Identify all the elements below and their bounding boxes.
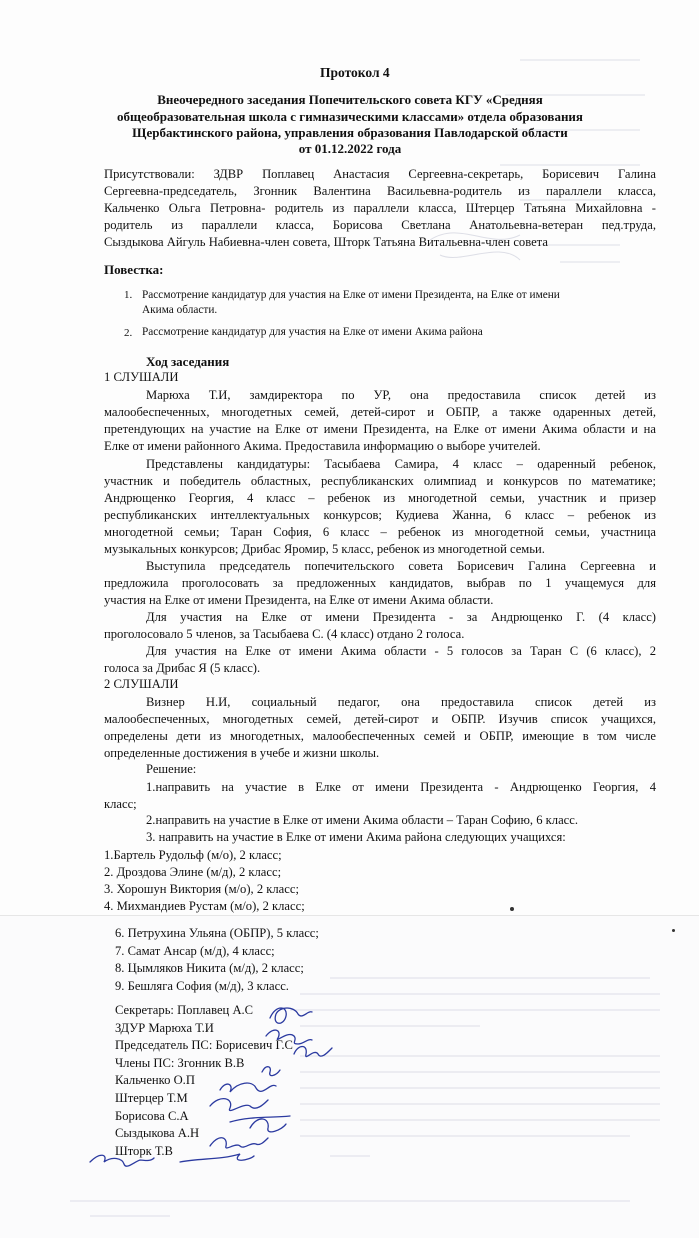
student-item: 7. Самат Ансар (м/д), 4 класс; <box>115 943 275 958</box>
vote-line: Для участия на Елке от имени Акима области - 5 голосов за Таран С (6 класс), 2 <box>146 644 656 658</box>
decision-line: класс; <box>104 797 137 811</box>
report-line: малообеспеченных, многодетных семей, детей-сирот и ОБПР, а также одаренных детей, <box>104 405 656 419</box>
candidates-line: многодетной семьи; Таран София, 6 класс – ребенок из многодетной семьи, участница <box>104 525 656 539</box>
student-item: 3. Хорошун Виктория (м/о), 2 класс; <box>104 882 299 896</box>
listened-heading-2: 2 СЛУШАЛИ <box>104 677 179 691</box>
decision-1 <box>104 779 656 813</box>
vote-line: Для участия на Елке от имени Президента - за Андрющенко Г. (4 класс) <box>146 610 656 624</box>
agenda-item-line: Акима области. <box>142 304 218 316</box>
header-line-4: от 01.12.2022 года <box>298 141 402 156</box>
student-item: 9. Бешляга София (м/д), 3 класс. <box>115 978 289 993</box>
signature-line-chair: Председатель ПС: Борисевич Г.С <box>115 1038 293 1053</box>
candidates-line: Представлены кандидатуры: Тасыбаева Самира, 4 класс – одаренный ребенок, <box>146 457 656 471</box>
student-item: 1.Бартель Рудольф (м/о), 2 класс; <box>104 848 282 862</box>
attendees-line: Сыздыкова Айгуль Набиевна-член совета, Шторк Татьяна Витальевна-член совета <box>104 235 548 249</box>
report-line: определенные достижения в учебе и жизни школы. <box>104 746 380 760</box>
report-paragraph-1 <box>104 387 656 455</box>
ink-dot <box>510 907 514 911</box>
decision-line: 1.направить на участие в Елке от имени Президента - Андрющенко Георгия, 4 <box>146 780 656 794</box>
chair-line: участия на Елке от имени Президента, на Елке от имени Акима области. <box>104 593 494 607</box>
candidates-line: республиканских интеллектуальных конкурсов; Кудиева Жанна, 6 класс – ребенок из <box>104 508 656 522</box>
attendees-paragraph <box>104 166 656 251</box>
candidates-line: музыкальных конкурсов; Дрибас Яромир, 5 класс, ребенок из многодетной семьи. <box>104 542 545 556</box>
report-line: Визнер Н.И, социальный педагог, она предоставила список детей из <box>146 695 656 709</box>
student-list-part-2 <box>115 925 319 995</box>
signature-line-deputy: ЗДУР Марюха Т.И <box>115 1020 214 1035</box>
report-line: малообеспеченных, многодетных семей, детей-сирот и ОБПР. Изучив список учащихся, <box>104 712 656 726</box>
agenda-item-line: Рассмотрение кандидатур для участия на Елке от имени Президента, на Елке от имени <box>142 289 560 301</box>
student-item: 8. Цымляков Никита (м/д), 2 класс; <box>115 961 304 975</box>
student-item: 2. Дроздова Элине (м/д), 2 класс; <box>104 865 282 879</box>
course-heading: Ход заседания <box>146 354 230 369</box>
chair-paragraph <box>104 558 656 609</box>
report-line: Марюха Т.И, замдиректора по УР, она предоставила список детей из <box>146 388 656 402</box>
agenda-item-2: Рассмотрение кандидатур для участия на Елке от имени Акима района <box>142 326 483 338</box>
agenda-item-number: 2. <box>124 327 133 339</box>
president-vote-paragraph <box>104 609 656 643</box>
signature-line-member: Борисова С.А <box>115 1108 189 1123</box>
signature-line-member: Сыздыкова А.Н <box>115 1126 200 1141</box>
report-paragraph-2 <box>104 694 656 762</box>
region-vote-paragraph <box>104 643 656 677</box>
attendees-line: родитель из параллели класса, Борисова Светлана Анатольевна-ветеран пед.труда, <box>104 218 656 232</box>
attendees-line: Кальченко Ольга Петровна- родитель из параллели класса, Штерцер Татьяна Михайловна - <box>104 201 656 215</box>
page-title: Протокол 4 <box>320 65 390 80</box>
attendees-line: Сергеевна-председатель, Згонник Валентина Васильевна-родитель из параллели класса, <box>104 184 656 198</box>
signature-line-member: Штерцер Т.М <box>115 1090 188 1105</box>
candidates-line: Андрющенко Георгия, 4 класс – ребенок из многодетной семьи, участник и призер <box>104 491 656 505</box>
signature-line-member: Шторк Т.В <box>115 1143 173 1158</box>
candidates-paragraph <box>104 456 656 558</box>
candidates-line: участник и победитель областных, республиканских олимпиад и конкурсов по математике; <box>104 474 656 488</box>
agenda-heading: Повестка: <box>104 262 164 277</box>
report-line: Елке от имени районного Акима. Предоставила информацию о выборе учителей. <box>104 439 541 453</box>
protocol-page-2 <box>0 915 699 1238</box>
header-line-1: Внеочередного заседания Попечительского совета КГУ «Средняя <box>157 92 543 107</box>
student-item: 4. Михмандиев Рустам (м/о), 2 класс; <box>104 899 305 913</box>
decision-3: 3. направить на участие в Елке от имени Акима района следующих учащихся: <box>146 830 566 844</box>
agenda-item-number: 1. <box>124 289 133 301</box>
header-line-3: Щербактинского района, управления образования Павлодарской области <box>132 125 568 140</box>
vote-line: проголосовало 5 членов, за Тасыбаева С. (4 класс) отдано 2 голоса. <box>104 627 465 641</box>
report-line: определены дети из многодетных, малообеспеченных семей и ОБПР, имеющие в том числе <box>104 729 656 743</box>
chair-line: предложила проголосовать за предложенных кандидатов, выбрав по 1 учащемуся для <box>104 576 656 590</box>
handwritten-signatures <box>240 996 350 1236</box>
attendees-line: Присутствовали: ЗДВР Поплавец Анастасия Сергеевна-секретарь, Борисевич Галина <box>104 167 656 181</box>
listened-heading-1: 1 СЛУШАЛИ <box>104 370 179 384</box>
decision-heading: Решение: <box>146 762 197 776</box>
signature-line-secretary: Секретарь: Поплавец А.С <box>115 1003 254 1017</box>
student-item: 6. Петрухина Ульяна (ОБПР), 5 класс; <box>115 926 319 940</box>
signature-line-member: Члены ПС: Згонник В.В <box>115 1055 245 1070</box>
agenda-item-1 <box>142 288 560 318</box>
ink-dot <box>672 929 675 932</box>
signature-line-member: Кальченко О.П <box>115 1073 195 1088</box>
vote-line: голоса за Дрибас Я (5 класс). <box>104 661 261 675</box>
decision-2: 2.направить на участие в Елке от имени Акима области – Таран Софию, 6 класс. <box>146 813 578 827</box>
chair-line: Выступила председатель попечительского совета Борисевич Галина Сергеевна и <box>146 559 656 573</box>
report-line: претендующих на участие на Елке от имени Президента, на Елке от имени Акима области и на <box>104 422 656 436</box>
header-line-2: общеобразовательная школа с гимназическими классами» отдела образования <box>117 109 583 124</box>
